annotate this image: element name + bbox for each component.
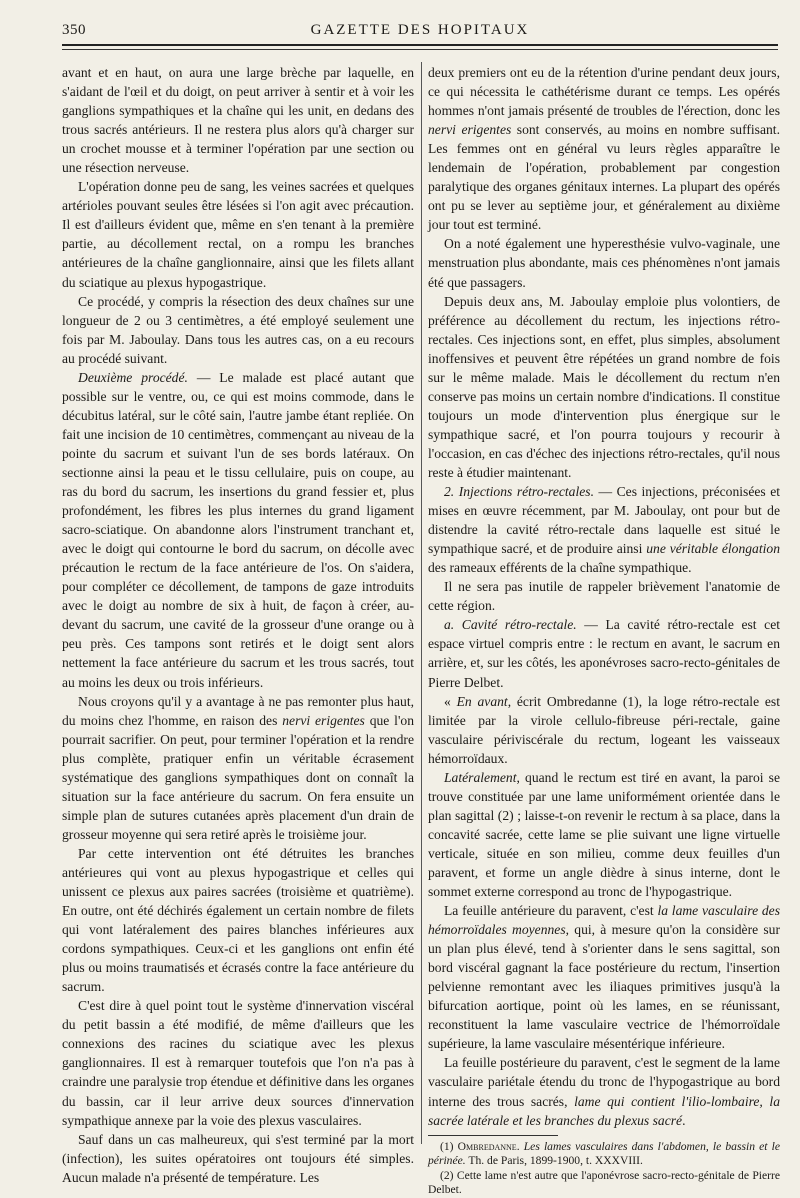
body-text: deux premiers ont eu de la rétention d'urine pendant deux jours, ce qui nécessita le cathétérisme durant ce temps. Les opérés hommes n'ont jamais présenté de troubles de l'érection, donc les: [428, 65, 780, 119]
body-text: .: [682, 1112, 686, 1128]
footnote: [428, 1140, 780, 1169]
body-text: Depuis deux ans, M. Jaboulay emploie plus volontiers, de préférence au décollement du rectum, les injections rétro-rectales. Ces injections sont, en effet, plus simples, absolument inoffensives et peuvent être répétées un grand nombre de fois sur le même malade. Mais le décollement du rectum n'en conserve pas moins un certain nombre d'indications. Il constitue toujours un mode d'intervention plus énergique sur le sympathique sacré, et l'on pourra toujours y recourir à l'occasion, en cas d'échec des injections rétro-rectales, qu'il nous reste à étudier maintenant.: [428, 293, 780, 480]
emphasis-text: En avant: [456, 693, 508, 709]
right-column-paragraphs: [428, 63, 780, 1130]
emphasis-text: Deuxième procédé.: [78, 369, 188, 385]
paragraph: [428, 1053, 780, 1129]
body-text: Nous croyons qu'il y a avantage à ne pas remonter plus haut, du moins chez l'homme, en raison des: [62, 693, 414, 728]
emphasis-text: lame qui contient l'ilio-lombaire, la sacrée latérale et les branches du plexus sacré: [428, 1093, 780, 1128]
paragraph: [62, 844, 414, 996]
body-text: Ombredanne.: [457, 1139, 520, 1153]
header-rule-thick: [62, 44, 778, 46]
body-text: On a noté également une hyperesthésie vulvo-vaginale, une menstruation plus abondante, mais ces phénomènes n'ont jamais été que passagers.: [428, 236, 780, 290]
paragraph: [62, 177, 414, 291]
emphasis-text: Les lames vasculaires dans l'abdomen, le bassin et le périnée.: [428, 1139, 781, 1168]
body-text: Par cette intervention ont été détruites les branches antérieures qui vont au plexus hypogastrique et celles qui unissent ce plexus aux paires sacrées (troisième et quatrième). En outre, ont été déchirés également un certain nombre de filets qui vont latéralement des paires blanches inférieures aux cordons sympathiques. Ceux-ci et les ganglions ont enfin été plus ou moins traumatisés et écrasés contre la face antérieure du sacrum.: [62, 845, 414, 995]
paragraph: [428, 768, 780, 901]
paragraph: [62, 368, 414, 692]
emphasis-text: la lame vasculaire des hémorroïdales moyennes: [428, 903, 781, 938]
body-text: que l'on pourrait sacrifier. On peut, pour terminer l'opération et la rendre plus complète, pratiquer enfin un véritable écrasement systématique des ganglions sympathiques dont on connaît la situation sur la face antérieure du sacrum. On fera ensuite un simple plan de sutures cutanées après placement d'un drain de grosseur moyenne qui sera retiré après le troisième jour.: [62, 712, 414, 842]
body-text: Th. de Paris, 1899-1900, t. XXXVIII.: [465, 1154, 643, 1168]
page-number: 350: [62, 22, 86, 38]
body-text: — Ces injections, préconisées et mises en œuvre récemment, par M. Jaboulay, ont pour but de distendre la cavité rétro-rectale dans laquelle est situé le sympathique sacré, et de produire ainsi: [428, 484, 780, 557]
body-text: Cette lame n'est autre que l'aponévrose sacro-recto-génitale de Pierre Delbet.: [428, 1168, 780, 1197]
body-text: , qui, à mesure qu'on la considère sur un plan plus élevé, tend à s'orienter dans le sens sagittal, son bord viscéral gagnant la face postérieure du rectum, l'insertion pelvienne remontant avec les iliaques primitives jusqu'à la bifurcation aortique, point où les lames, en se réunissant, reconstituent la lame vasculaire vectrice de l'hémorroïdale supérieure, la lame vasculaire mésentérique inférieure.: [428, 922, 780, 1052]
body-text: (1): [440, 1139, 458, 1153]
paragraph: [428, 292, 780, 482]
footnote: [428, 1169, 780, 1198]
emphasis-text: nervi erigentes: [282, 712, 365, 728]
body-text: Ce procédé, y compris la résection des deux chaînes sur une longueur de 2 ou 3 centimètres, a été employé seulement une fois par M. Jaboulay. Dans tous les autres cas, on a eu recours au procédé suivant.: [62, 293, 414, 366]
body-text: — Le malade est placé autant que possible sur le ventre, ou, ce qui est moins commode, dans le décubitus latéral, sur le côté sain, l'autre jambe étant repliée. On fait une incision de 10 centimètres, commençant au niveau de la pointe du sacrum et suivant l'un de ses bords latéraux. On sectionne ainsi la peau et le tissu cellulaire, puis on coupe, au ras du bord du sacrum, les insertions du grand fessier et, plus profondément, les fibres les plus internes du grand ligament sacro-sciatique. On abandonne alors l'instrument tranchant et, avec le doigt qui contourne le bord du sacrum, on décolle avec précaution le rectum de la face antérieure de l'os. On s'aidera, pour compléter ce décollement, de tampons de gaze introduits avec le doigt au nombre de six à huit, de façon à créer, au-devant du sacrum, une cavité de la grosseur d'une orange ou à peu près. Ces tampons sont retirés et le doigt sent alors nettement la face antérieure du sacrum et les trous sacrés, tout au moins les deux ou trois inférieurs.: [62, 369, 414, 690]
body-text: C'est dire à quel point tout le système d'innervation viscéral du petit bassin a été modifié, de même d'ailleurs que les connexions des racines du sciatique avec les plexus ganglionnaires. Il est à remarquer toutefois que l'on n'a pas à craindre une paralysie trop étendue et définitive dans les organes du bassin, car il leur arrive deux sources d'innervation sympathique annexe par la voie des plexus vasculaires.: [62, 998, 414, 1128]
page-header: [62, 22, 778, 44]
journal-title: GAZETTE DES HOPITAUX: [310, 22, 530, 38]
body-text: La feuille postérieure du paravent, c'est le segment de la lame vasculaire pariétale étendu du tronc de l'hypogastrique au bord interne des trous sacrés,: [428, 1055, 780, 1109]
emphasis-text: Latéralement: [444, 769, 517, 785]
paragraph: [62, 292, 414, 368]
footnotes: [428, 1140, 780, 1198]
body-text: L'opération donne peu de sang, les veines sacrées et quelques artérioles pouvant seules être lésées si l'on agit avec précaution. Il est d'ailleurs évident que, même en s'en tenant à la première partie, au décollement rectal, on a rompu les branches antérieures de la chaîne ganglionnaire, ainsi que les filets allant du sciatique au plexus hypogastrique.: [62, 179, 414, 290]
body-text: des rameaux efférents de la chaîne sympathique.: [428, 560, 692, 576]
body-text: Sauf dans un cas malheureux, qui s'est terminé par la mort (infection), les suites opératoires ont toujours été simples. Aucun malade n'a présenté de température. Les: [62, 1131, 414, 1185]
paragraph: [62, 996, 414, 1129]
body-text: (2): [440, 1168, 457, 1182]
body-text: , quand le rectum est tiré en avant, la paroi se trouve constituée par une lame uniformément orientée dans le plan sagittal (2) ; laisse-t-on revenir le rectum à sa place, dans la concavité sacrée, cette lame se plie suivant une ligne virtuelle verticale, située en son milieu, comme deux feuilles d'un paravent, et forme un angle dièdre à sinus interne, dont le sommet externe correspond au tronc de l'hypogastrique.: [428, 769, 780, 900]
paragraph: [62, 1130, 414, 1187]
paragraph: [428, 615, 780, 691]
emphasis-text: une véritable élongation: [646, 541, 780, 557]
left-column: [62, 63, 414, 1187]
body-text: Il ne sera pas inutile de rappeler brièvement l'anatomie de cette région.: [428, 579, 780, 614]
body-text: avant et en haut, on aura une large brèche par laquelle, en s'aidant de l'œil et du doigt, on peut arriver à sentir et à voir les ganglions sympathiques et la chaîne qui les unit, en dedans des trous sacrés antérieurs. Il ne restera plus alors qu'à charger sur un crochet mousse et à terminer l'opération par une section ou une résection nerveuse.: [62, 65, 414, 176]
column-divider: [421, 62, 422, 1144]
paragraph: [62, 692, 414, 844]
paragraph: [428, 482, 780, 577]
paragraph: [62, 63, 414, 177]
emphasis-text: nervi erigentes: [428, 122, 512, 138]
paragraph: [428, 63, 780, 234]
footnote-rule: [428, 1135, 558, 1136]
body-text: «: [444, 693, 457, 709]
emphasis-text: 2. Injections rétro-rectales.: [444, 484, 594, 500]
paragraph: [428, 692, 780, 768]
paragraph: [428, 901, 780, 1053]
body-text: La feuille antérieure du paravent, c'est: [444, 903, 658, 919]
header-rule-thin: [62, 49, 778, 50]
right-column: [428, 63, 780, 1198]
body-text: — La cavité rétro-rectale est cet espace virtuel compris entre : le rectum en avant, le sacrum en arrière, et, sur les côtés, les aponévroses sacro-recto-génitales de Pierre Delbet.: [428, 617, 780, 690]
body-text: sont conservés, au moins en nombre suffisant. Les femmes ont en général vu leurs règles apparaître le lendemain de l'opération, probablement par congestion paralytique des organes génitaux internes. La plupart des opérés ont pu se lever au septième jour, et généralement au dixième jour tout est terminé.: [428, 122, 780, 233]
emphasis-text: a. Cavité rétro-rectale.: [444, 617, 577, 633]
paragraph: [428, 577, 780, 615]
body-text: , écrit Ombredanne (1), la loge rétro-rectale est limitée par la virole cellulo-fibreuse péri-rectale, gaine vasculaire périviscérale du rectum, logeant les vaisseaux hémorroïdaux.: [428, 693, 780, 766]
paragraph: [428, 234, 780, 291]
